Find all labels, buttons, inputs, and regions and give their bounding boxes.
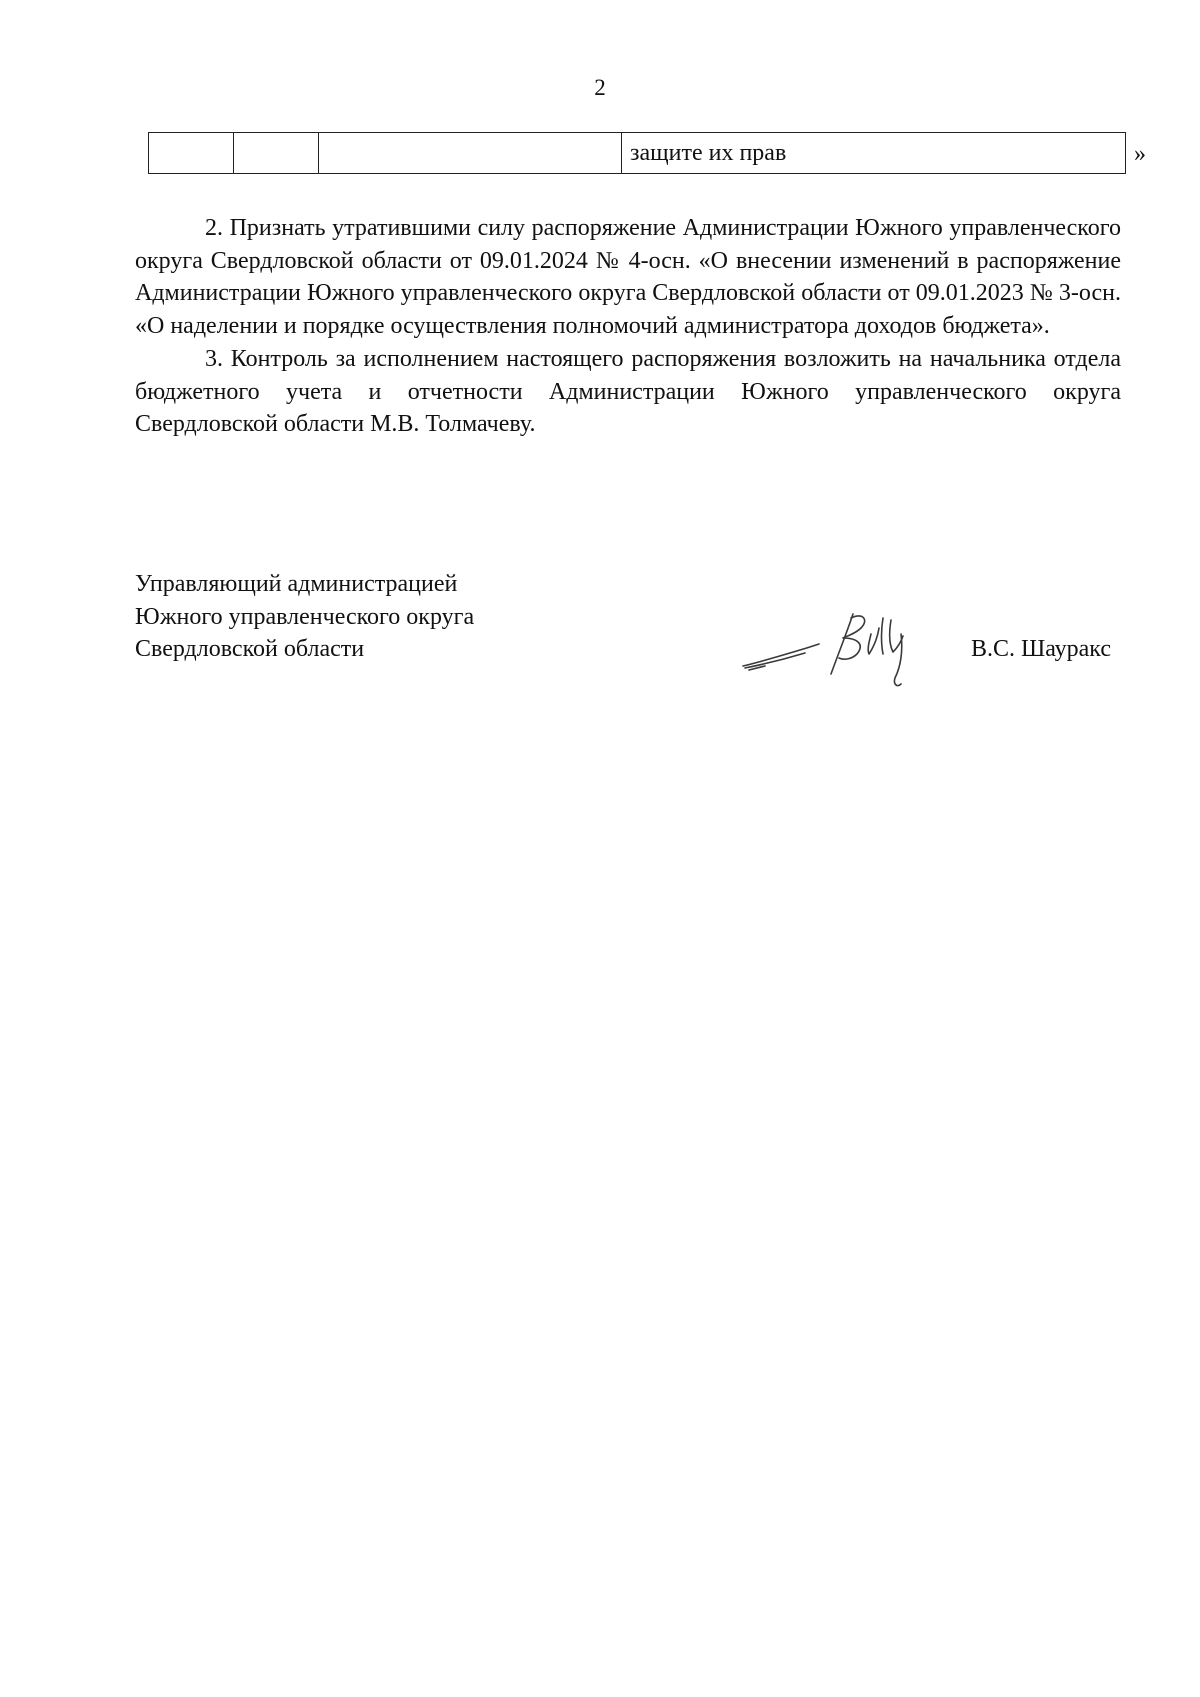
- handwritten-signature: [735, 604, 955, 704]
- paragraph-3: 3. Контроль за исполнением настоящего распоряжения возложить на начальника отдела бюджетного учета и отчетности Администрации Южного управленческого округа Свердловской области М.В. Толмачеву.: [135, 345, 1121, 438]
- table-closing-quote: »: [1134, 141, 1146, 167]
- body-text: [135, 212, 1121, 441]
- table-row: [149, 133, 1126, 174]
- signer-title-line: Управляющий администрацией: [135, 571, 458, 597]
- signer-title: [135, 568, 474, 666]
- signer-title-line: Свердловской области: [135, 636, 365, 662]
- paragraph-2: 2. Признать утратившими силу распоряжение Администрации Южного управленческого округа Свердловской области от 09.01.2024 № 4-осн. «О внесении изменений в распоряжение Администрации Южного управленческого округа Свердловской области от 09.01.2023 № 3-осн. «О наделении и порядке осуществления полномочий администратора доходов бюджета».: [135, 215, 1121, 340]
- table-cell: [149, 133, 234, 174]
- signature-block: [135, 568, 1121, 708]
- continued-table: [148, 132, 1126, 174]
- table-cell: [319, 133, 622, 174]
- page-number: 2: [594, 75, 606, 100]
- signer-title-line: Южного управленческого округа: [135, 603, 475, 630]
- table-cell: [234, 133, 319, 174]
- table-cell: защите их прав: [622, 133, 1126, 174]
- signer-name: В.С. Шауракс: [970, 636, 1111, 662]
